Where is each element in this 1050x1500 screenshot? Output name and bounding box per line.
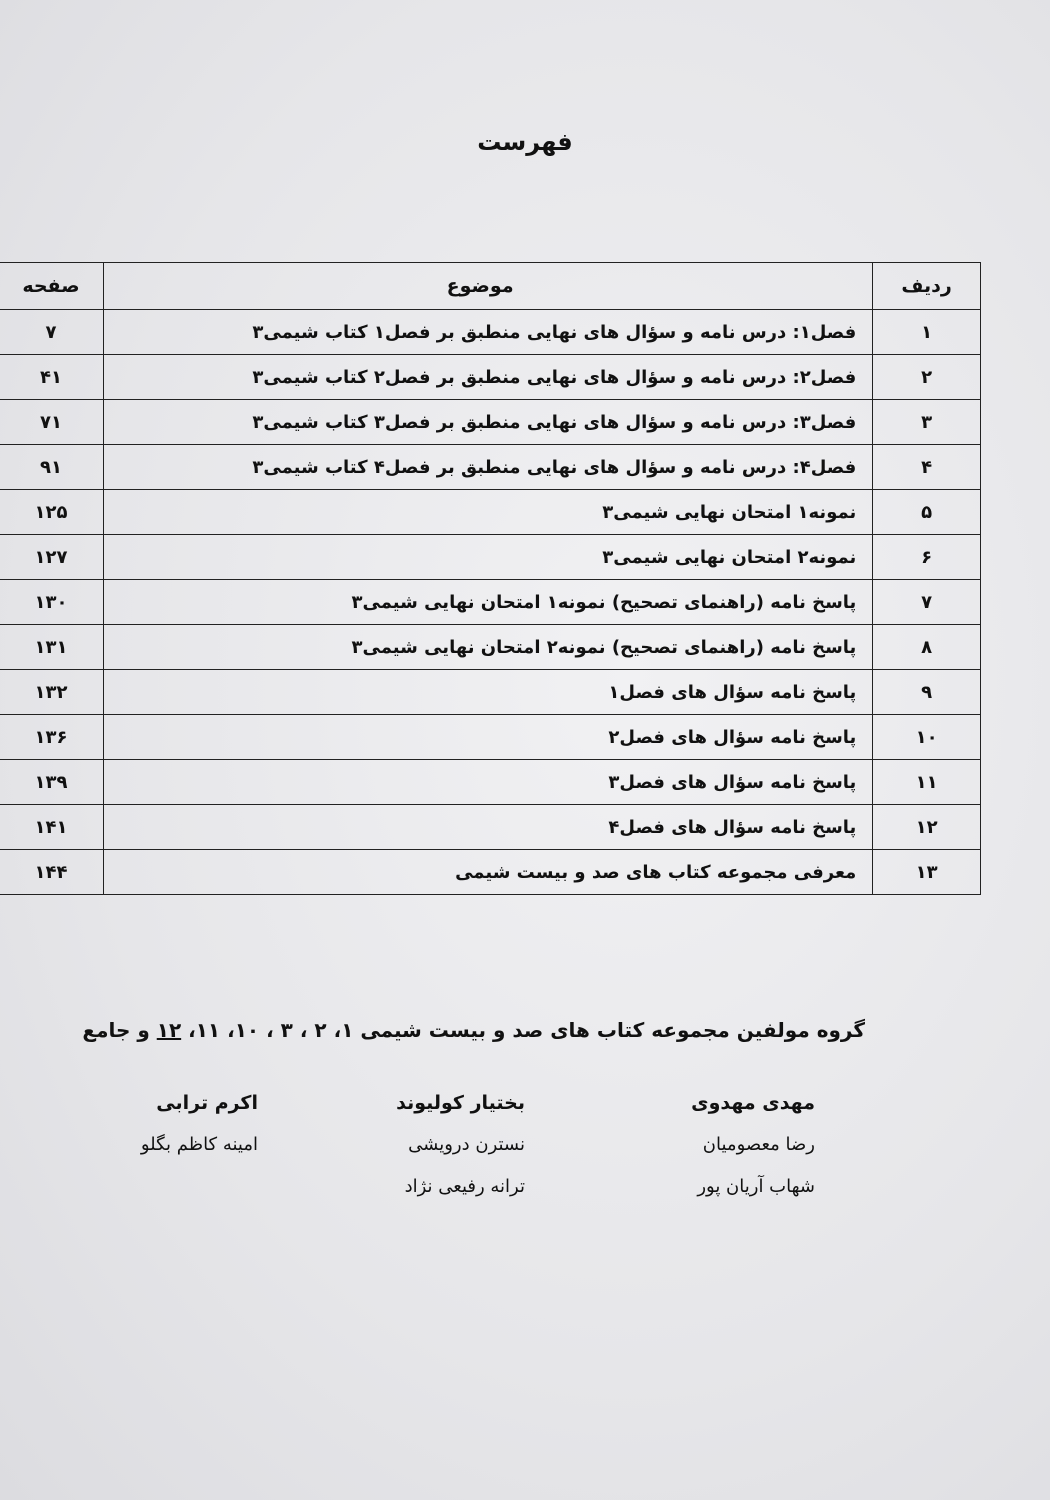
authors-heading-tail: و جامع <box>82 1018 157 1042</box>
table-row <box>0 445 981 490</box>
table-row <box>0 355 981 400</box>
author-lead: بختیار کولیوند <box>396 1092 525 1114</box>
row-page: ۷ <box>0 310 103 355</box>
header-topic: موضوع <box>103 263 872 310</box>
row-topic: فصل۴: درس نامه و سؤال های نهایی منطبق بر فصل۴ کتاب شیمی۳ <box>103 445 872 490</box>
authors-heading <box>82 1018 865 1042</box>
author-member: ترانه رفیعی نژاد <box>404 1176 525 1197</box>
authors-heading-underlined: ۱۲ <box>156 1018 182 1042</box>
row-page: ۱۳۰ <box>0 580 103 625</box>
row-topic: نمونه۲ امتحان نهایی شیمی۳ <box>103 535 872 580</box>
table-row <box>0 760 981 805</box>
author-member: شهاب آریان پور <box>697 1176 815 1197</box>
row-number: ۱ <box>873 310 981 355</box>
row-topic: پاسخ نامه (راهنمای تصحیح) نمونه۱ امتحان نهایی شیمی۳ <box>103 580 872 625</box>
row-topic: پاسخ نامه (راهنمای تصحیح) نمونه۲ امتحان نهایی شیمی۳ <box>103 625 872 670</box>
toc-header-row <box>0 263 981 310</box>
row-topic: پاسخ نامه سؤال های فصل۲ <box>103 715 872 760</box>
row-number: ۵ <box>873 490 981 535</box>
row-topic: پاسخ نامه سؤال های فصل۱ <box>103 670 872 715</box>
table-row <box>0 625 981 670</box>
row-number: ۱۰ <box>873 715 981 760</box>
author-member: رضا معصومیان <box>702 1134 815 1155</box>
row-page: ۱۴۱ <box>0 805 103 850</box>
table-row <box>0 805 981 850</box>
author-column-1 <box>691 1082 815 1208</box>
table-row <box>0 850 981 895</box>
row-page: ۱۳۹ <box>0 760 103 805</box>
table-row <box>0 580 981 625</box>
row-number: ۹ <box>873 670 981 715</box>
row-page: ۷۱ <box>0 400 103 445</box>
row-number: ۲ <box>873 355 981 400</box>
row-page: ۱۳۱ <box>0 625 103 670</box>
author-member: نسترن درویشی <box>408 1134 525 1155</box>
row-topic: فصل۳: درس نامه و سؤال های نهایی منطبق بر فصل۳ کتاب شیمی۳ <box>103 400 872 445</box>
row-topic: پاسخ نامه سؤال های فصل۳ <box>103 760 872 805</box>
row-page: ۱۲۵ <box>0 490 103 535</box>
row-number: ۷ <box>873 580 981 625</box>
row-page: ۹۱ <box>0 445 103 490</box>
table-row <box>0 535 981 580</box>
row-topic: نمونه۱ امتحان نهایی شیمی۳ <box>103 490 872 535</box>
author-column-2 <box>396 1082 525 1208</box>
table-row <box>0 400 981 445</box>
row-number: ۱۳ <box>873 850 981 895</box>
row-number: ۴ <box>873 445 981 490</box>
table-row <box>0 670 981 715</box>
row-topic: پاسخ نامه سؤال های فصل۴ <box>103 805 872 850</box>
row-page: ۱۳۶ <box>0 715 103 760</box>
row-topic: معرفی مجموعه کتاب های صد و بیست شیمی <box>103 850 872 895</box>
table-row <box>0 490 981 535</box>
row-page: ۱۲۷ <box>0 535 103 580</box>
row-number: ۱۲ <box>873 805 981 850</box>
row-number: ۳ <box>873 400 981 445</box>
authors-heading-main: گروه مولفین مجموعه کتاب های صد و بیست شیمی ۱، ۲ ، ۳ ، ۱۰، ۱۱، <box>181 1018 865 1042</box>
header-row-number: ردیف <box>873 263 981 310</box>
header-page: صفحه <box>0 263 103 310</box>
row-number: ۶ <box>873 535 981 580</box>
author-lead: مهدی مهدوی <box>691 1092 815 1114</box>
page-title: فهرست <box>477 128 573 156</box>
row-number: ۱۱ <box>873 760 981 805</box>
author-lead: اکرم ترابی <box>156 1092 258 1114</box>
row-page: ۱۳۲ <box>0 670 103 715</box>
author-member: امینه کاظم بگلو <box>140 1134 258 1155</box>
row-topic: فصل۲: درس نامه و سؤال های نهایی منطبق بر فصل۲ کتاب شیمی۳ <box>103 355 872 400</box>
table-row <box>0 715 981 760</box>
row-page: ۴۱ <box>0 355 103 400</box>
author-column-3 <box>141 1082 258 1166</box>
row-topic: فصل۱: درس نامه و سؤال های نهایی منطبق بر فصل۱ کتاب شیمی۳ <box>103 310 872 355</box>
toc-table <box>0 262 981 895</box>
table-row <box>0 310 981 355</box>
row-page: ۱۴۴ <box>0 850 103 895</box>
row-number: ۸ <box>873 625 981 670</box>
